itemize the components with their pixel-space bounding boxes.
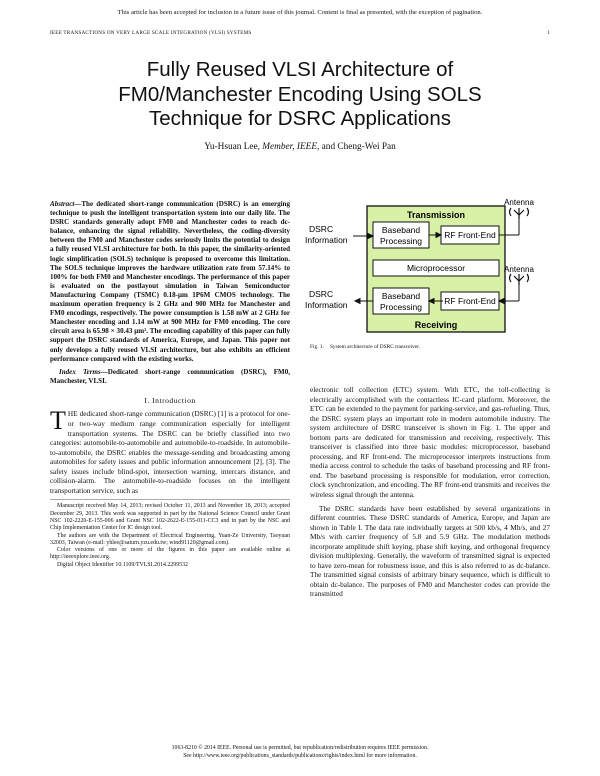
author-rest: and Cheng-Wei Pan xyxy=(321,142,396,152)
caption-text: System architecture of DSRC transceiver. xyxy=(329,344,420,350)
footnote: Manuscript received May 14, 2013; revised October 11, 2013 and November 18, 2013; accepted December 29, 2013. This work was supported in part by the National Science Council under Grant NSC 102-2220-E-155-006 and Grant NSC 102-2622-E-155-011-CC3 and in part by the NSC and Chip Implementation Center for IC design tool. xyxy=(50,503,290,532)
right-column xyxy=(310,385,550,599)
microprocessor-label: Microprocessor xyxy=(406,263,466,273)
figure-caption xyxy=(310,344,426,350)
acceptance-notice: This article has been accepted for inclusion in a future issue of this journal. Content is final as presented, with the exception of pagination. xyxy=(117,9,483,16)
journal-name: IEEE TRANSACTIONS ON VERY LARGE SCALE INTEGRATION (VLSI) SYSTEMS xyxy=(50,30,252,36)
baseband-top-line2: Processing xyxy=(379,236,423,246)
dsrc-bottom-line1: DSRC xyxy=(309,289,334,299)
footer-line-1: 1063-8210 © 2014 IEEE. Personal use is permitted, but republication/redistribution requires IEEE permission. xyxy=(171,745,429,751)
right-paragraph-2: The DSRC standards have been established by several organizations in different countries. These DSRC standards of America, Europe, and Japan are shown in Table I. The data rate individually targets at 500 kb/s, 4 Mb/s, and 27 Mb/s with carrier frequency of 5.8 and 5.9 GHz. The modulation methods incorporate amplitude shift keying, phase shift keying, and orthogonal frequency division multiplexing. Generally, the waveform of transmitted signal is expected to have zero-mean for robustness issue, and this is also referred to as dc-balance. The transmitted signal consists of arbitrary binary sequence, which is difficult to obtain dc-balance. The purposes of FM0 and Manchester codes can provide the transmitted xyxy=(310,503,550,599)
transmission-label: Transmission xyxy=(406,210,466,220)
intro-text: HE dedicated short-range communication (DSRC) [1] is a protocol for one- or two-way medium range communication especially for intelligent transportation systems. The DSRC can be briefly classified into two categories: automobile-to-automobile and automobile-to-roadside. In automobile-to-automobile, the DSRC enables the message-sending and broadcasting among automobiles for safety issues and public information announcement [2], [3]. The safety issues include blind-spot, intersection warning, intercars distance, and collision-alarm. The automobile-to-roadside focuses on the intelligent transportation service, such as xyxy=(50,409,290,495)
index-terms-label: Index Terms xyxy=(59,367,101,376)
antenna-bottom-label: Antenna xyxy=(504,265,534,274)
rf-top-label: RF Front-End xyxy=(444,230,496,240)
baseband-top-line1: Baseband xyxy=(381,225,421,235)
left-column xyxy=(50,200,290,569)
author-line xyxy=(0,142,600,152)
caption-label: Fig. 1. xyxy=(310,344,324,350)
footnotes xyxy=(50,499,290,569)
running-header xyxy=(50,30,550,36)
index-terms xyxy=(50,368,290,386)
antenna-bottom-icon xyxy=(510,274,529,285)
title-line: Fully Reused VLSI Architecture of xyxy=(146,58,454,81)
title-line: Technique for DSRC Applications xyxy=(149,107,451,130)
paper-title xyxy=(60,58,540,132)
footer-line-2: See http://www.ieee.org/publications_standards/publications/rights/index.html for more information. xyxy=(183,753,417,759)
antenna-top-icon xyxy=(510,208,529,219)
section-heading: I. Introduction xyxy=(144,395,196,405)
intro-paragraph xyxy=(50,406,290,495)
baseband-bottom-line1: Baseband xyxy=(381,291,421,301)
footnote: The authors are with the Department of Electrical Engineering, Yuan-Ze University, Taoyuan 32003, Taiwan (e-mail: yhlee@saturn.yzu.edu.tw; wind91120@gmail.com). xyxy=(50,532,290,546)
abstract xyxy=(50,200,290,364)
author-role: Member, IEEE, xyxy=(262,142,320,152)
copyright-footer xyxy=(0,744,600,760)
title-line: FM0/Manchester Encoding Using SOLS xyxy=(118,82,482,106)
drop-cap: T xyxy=(50,406,66,436)
rf-bottom-label: RF Front-End xyxy=(444,296,496,306)
dsrc-top-line2: Information xyxy=(305,235,348,245)
page-number: 1 xyxy=(547,30,550,36)
abstract-label: Abstract xyxy=(50,200,75,208)
antenna-top-label: Antenna xyxy=(504,198,534,207)
footnote: Color versions of one or more of the figures in this paper are available online at http://ieeexplore.ieee.org. xyxy=(50,547,290,561)
receiving-label: Receiving xyxy=(414,320,458,330)
index-terms-text: —Dedicated short-range communication (DSRC), FM0, Manchester, VLSI. xyxy=(50,367,290,385)
footnote: Digital Object Identifier 10.1109/TVLSI.2014.2299532 xyxy=(57,561,188,568)
dsrc-bottom-line2: Information xyxy=(305,300,348,310)
figure-1-diagram xyxy=(305,198,555,338)
author-first: Yu-Hsuan Lee, xyxy=(204,142,260,152)
baseband-bottom-line2: Processing xyxy=(379,302,423,312)
dsrc-top-line1: DSRC xyxy=(309,224,334,234)
abstract-text: —The dedicated short-range communication (DSRC) is an emerging technique to push the intelligent transportation system into our daily life. The DSRC standards generally adopt FM0 and Manchester codes to reach dc-balance, enhancing the signal reliability. Nevertheless, the coding-diversity between the FM0 and Manchester codes seriously limits the potential to design a fully reused VLSI architecture for both. In this paper, the similarity-oriented logic simplification (SOLS) technique is proposed to overcome this limitation. The SOLS technique improves the hardware utilization rate from 57.14% to 100% for both FM0 and Manchester encodings. The performance of this paper is evaluated on the postlayout simulation in Taiwan Semiconductor Manufacturing Company (TSMC) 0.18-μm 1P6M CMOS technology. The maximum operation frequency is 2 GHz and 900 MHz for Manchester and FM0 encodings, respectively. The power consumption is 1.58 mW at 2 GHz for Manchester encoding and 1.14 mW at 900 MHz for FM0 encoding. The core circuit area is 65.98 × 30.43 μm². The encoding capability of this paper can fully support the DSRC standards of America, Europe, and Japan. This paper not only develops a fully reused VLSI architecture, but also exhibits an efficient performance compared with the existing works. xyxy=(50,200,290,363)
right-paragraph-1: electronic toll collection (ETC) system. With ETC, the toll-collecting is electrically accomplished with the contactless IC-card platform. Moreover, the ETC can be extended to the payment for parking-service, and gas-refueling. Thus, the DSRC system plays an important role in modern automobile industry. The system architecture of DSRC transceiver is shown in Fig. 1. The upper and bottom parts are dedicated for transmission and receiving, respectively. This transceiver is classified into three basic modules: microprocessor, baseband processing, and RF front-end. The microprocessor interprets instructions from media access control to schedule the tasks of baseband processing and RF front-end. The baseband processing is responsible for modulation, error correction, clock synchronization, and encoding. The RF front-end transmits and receives the wireless signal through the antenna. xyxy=(310,385,550,500)
